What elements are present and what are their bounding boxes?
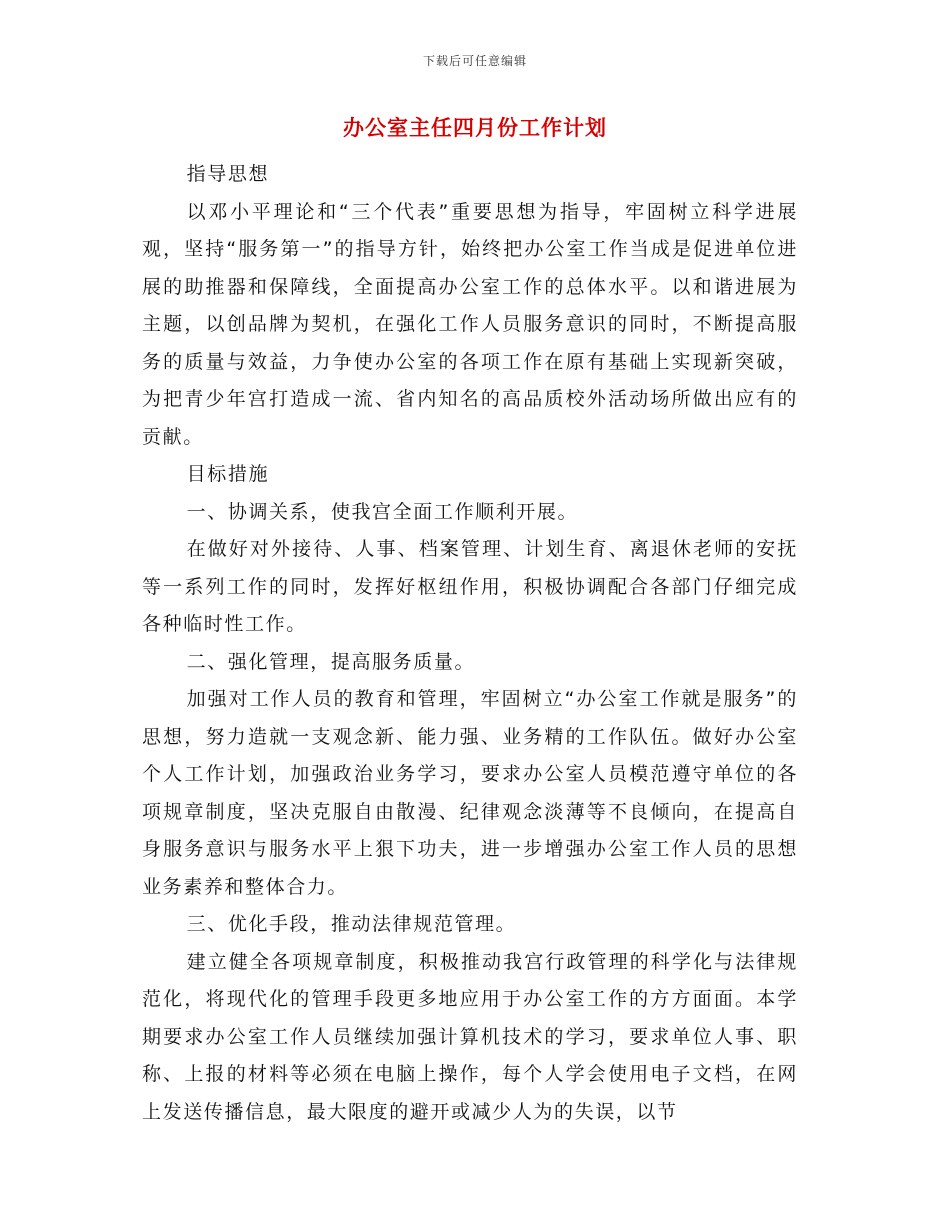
section-heading-guiding-ideology: 指导思想 — [186, 163, 270, 185]
item-heading-2: 二、强化管理，提高服务质量。 — [186, 650, 476, 673]
paragraph-item-3: 建立健全各项规章制度，积极推动我宫行政管理的科学化与法律规范化，将现代化的管理手段更多地应用于办公室工作的方方面面。本学期要求办公室工作人员继续加强计算机技术的学习，要求单位人事、职称、上报的材料等必须在电脑上操作，每个人学会使用电子文档，在网上发送传播信息，最大限度的避开或减少人为的失误，以节 — [142, 950, 798, 1123]
document-title: 办公室主任四月份工作计划 — [343, 116, 607, 140]
item-heading-1: 一、协调关系，使我宫全面工作顺利开展。 — [186, 500, 579, 523]
paragraph-guiding-ideology: 以邓小平理论和“三个代表”重要思想为指导，牢固树立科学进展观，坚持“服务第一”的指导方针，始终把办公室工作当成是促进单位进展的助推器和保障线，全面提高办公室工作的总体水平。以和谐进展为主题，以创品牌为契机，在强化工作人员服务意识的同时，不断提高服务的质量与效益，力争使办公室的各项工作在原有基础上实现新突破，为把青少年宫打造成一流、省内知名的高品质校外活动场所做出应有的贡献。 — [142, 200, 798, 448]
paragraph-item-2: 加强对工作人员的教育和管理，牢固树立“办公室工作就是服务”的思想，努力造就一支观念新、能力强、业务精的工作队伍。做好办公室个人工作计划，加强政治业务学习，要求办公室人员模范遵守单位的各项规章制度，坚决克服自由散漫、纪律观念淡薄等不良倾向，在提高自身服务意识与服务水平上狠下功夫，进一步增强办公室工作人员的思想业务素养和整体合力。 — [142, 688, 798, 898]
header-note: 下载后可任意编辑 — [422, 54, 527, 68]
section-heading-goals-measures: 目标措施 — [186, 463, 270, 485]
paragraph-item-1: 在做好对外接待、人事、档案管理、计划生育、离退休老师的安抚等一系列工作的同时，发挥好枢纽作用，积极协调配合各部门仔细完成各种临时性工作。 — [142, 538, 798, 635]
item-heading-3: 三、优化手段，推动法律规范管理。 — [186, 913, 517, 935]
document-body — [142, 156, 798, 1131]
